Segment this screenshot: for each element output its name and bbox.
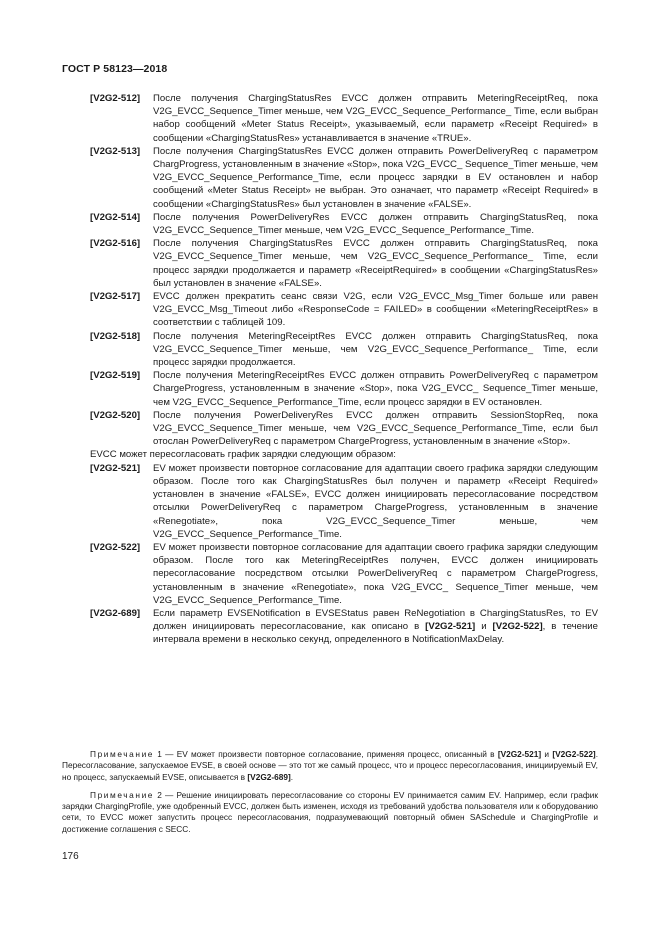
requirement-item — [90, 409, 598, 449]
text-segment: 1 — EV может произвести повторное согласование, применяя процесс, описанный в — [154, 749, 498, 759]
requirement-text: EV может произвести повторное согласование для адаптации своего графика зарядки следующим образом. После того как MeteringReceiptRes получен, EVCC должен инициировать пересогласование посредством отсылки PowerDeliveryReq с параметром ChargeProgress, установленным в значение «Renegotiate», пока V2G_EVCC_ Sequence_Timer меньше, чем V2G_EVCC_Sequence_Performance_Time. — [153, 541, 598, 606]
requirement-item — [90, 462, 598, 541]
note-label: Примечание — [90, 789, 155, 800]
requirement-id: [V2G2-514] — [90, 211, 141, 223]
requirement-text: После получения ChargingStatusRes EVCC должен отправить PowerDeliveryReq с параметром ChargProgress, установленным в значение «Stop», пока V2G_EVCC_ Sequence_Timer меньше, чем V2G_EVCC_Sequence_Performance_Time, если процесс зарядки в EV остановлен и набор сообщений «Meter Status Receipt» не выбран. Это означает, что параметр «Receipt Required» в сообщении «ChargingStatusRes» был установлен в значение «FALSE». — [153, 145, 598, 210]
requirement-text: После получения ChargingStatusRes EVCC должен отправить MeteringReceiptReq, пока V2G_EVCC_Sequence_Timer меньше, чем V2G_EVCC_Sequence_Performance_ Time, если выбран набор сообщений «Meter Status Receipt», указываемый, если параметр «Receipt Required» в сообщении «ChargingStatusRes» устанавливается в значение «TRUE». — [153, 93, 598, 144]
text-segment: Если параметр EVSENotification в EVSEStatus равен ReNegotiation в ChargingStatusRes, то EV должен инициировать пересогласование, как описано в — [153, 607, 598, 633]
requirement-item — [90, 145, 598, 211]
note-2 — [62, 790, 598, 835]
cross-reference: [V2G2-521] — [425, 621, 476, 633]
requirement-id: [V2G2-519] — [90, 370, 141, 382]
requirements-body — [90, 92, 598, 647]
text-segment: . Пересогласование, запускаемое EVSE, в своей основе — это тот же самый процесс, что и процесс пересогласования, инициируемый EV, но процесс, запускаемый EVSE, описывается в — [62, 749, 599, 782]
requirement-item — [90, 211, 598, 237]
requirement-text: После получения ChargingStatusRes EVCC должен отправить ChargingStatusReq, пока V2G_EVCC_Sequence_Timer меньше, чем V2G_EVCC_Sequence_Performance_ Time, если процесс зарядки продолжается и параметр «ReceiptRequired» в сообщении «ChargingStatusRes» был установлен в значение «FALSE». — [153, 238, 598, 289]
requirements-list-b — [90, 462, 598, 607]
text-segment: и — [541, 749, 553, 759]
text-segment: . — [290, 771, 294, 782]
renegotiation-intro: EVCC может пересогласовать график зарядки следующим образом: — [90, 449, 396, 461]
requirement-text: После получения MeteringReceiptRes EVCC должен отправить PowerDeliveryReq с параметром ChargeProgress, установленным в значение «Stop», пока V2G_EVCC_ Sequence_Timer меньше, чем V2G_EVCC_Sequence_Performance_Time, если процесс зарядки в EV остановлен. — [153, 370, 598, 408]
cross-reference: [V2G2-522] — [492, 621, 543, 633]
requirement-v2g2-689 — [90, 607, 598, 647]
requirement-text: После получения MeteringReceiptRes EVCC должен отправить ChargingStatusReq, пока V2G_EVCC_Sequence_Timer меньше, чем V2G_EVCC_Sequence_Performance_ Time, если процесс зарядки продолжается. — [153, 330, 598, 369]
requirement-id: [V2G2-513] — [90, 145, 141, 157]
requirement-id: [V2G2-512] — [90, 93, 141, 104]
requirement-item — [90, 92, 598, 145]
requirement-id: [V2G2-518] — [90, 330, 141, 342]
requirements-list-a — [90, 92, 598, 448]
requirement-item — [90, 290, 598, 330]
notes-section — [62, 749, 598, 842]
text-segment: и — [475, 621, 493, 633]
document-header: ГОСТ Р 58123—2018 — [62, 63, 168, 75]
note-label: Примечание — [90, 749, 155, 759]
requirement-text: EV может произвести повторное согласование для адаптации своего графика зарядки следующим образом. После того как ChargingStatusRes был получен и параметр «Receipt Required» установлен в значение «FALSE», EVCC должен инициировать пересогласование посредством отсылки PowerDeliveryReq с параметром ChargeProgress, установленным в значение «Renegotiate», пока V2G_EVCC_Sequence_Timer меньше, чем V2G_EVCC_Sequence_Performance_Time. — [153, 462, 598, 540]
text-segment: 2 — Решение инициировать пересогласование со стороны EV принимается самим EV. Например, если график зарядки ChargingProfile, уже одобренный EVCC, должен быть изменен, исходя из требований удобства пользователя или к оборудованию сети, то EVCC может запустить процесс пересогласования, подразумевающий повторный обмен SASchedule и ChargingProfile и достижение соглашения с SECC. — [62, 789, 599, 834]
requirement-id: [V2G2-516] — [90, 238, 141, 250]
requirement-item — [90, 369, 598, 409]
note-1 — [62, 749, 598, 783]
requirement-item — [90, 541, 598, 607]
requirement-text: После получения PowerDeliveryRes EVCC должен отправить ChargingStatusReq, пока V2G_EVCC_Sequence_Timer меньше, чем V2G_EVCC_Sequence_Performance_Time. — [153, 211, 598, 237]
requirement-id: [V2G2-689] — [90, 607, 141, 619]
requirement-id: [V2G2-522] — [90, 541, 141, 553]
cross-reference: [V2G2-522] — [552, 749, 596, 759]
text-segment: , в течение интервала времени в несколько секунд, определенного в NotificationMaxDelay. — [153, 621, 598, 646]
page-number: 176 — [62, 851, 79, 862]
requirement-id: [V2G2-517] — [90, 291, 141, 303]
requirement-id: [V2G2-520] — [90, 409, 141, 421]
cross-reference: [V2G2-689] — [247, 771, 291, 782]
requirement-item — [90, 330, 598, 370]
requirement-text: После получения PowerDeliveryRes EVCC должен отправить SessionStopReq, пока V2G_EVCC_Sequence_Timer меньше, чем V2G_EVCC_Sequence_Performance_Time, если был отослан PowerDeliveryReq с параметром ChargeProgress, установленным в значение «Stop». — [153, 409, 598, 448]
requirement-item — [90, 237, 598, 290]
requirement-text — [153, 607, 598, 647]
requirement-text: EVCC должен прекратить сеанс связи V2G, если V2G_EVCC_Msg_Timer больше или равен V2G_EVCC_Msg_Timeout либо «ResponseCode = FAILED» в сообщении «MeteringReceiptRes» в соответствии с таблицей 109. — [153, 291, 598, 329]
cross-reference: [V2G2-521] — [497, 749, 542, 759]
requirement-id: [V2G2-521] — [90, 462, 141, 474]
